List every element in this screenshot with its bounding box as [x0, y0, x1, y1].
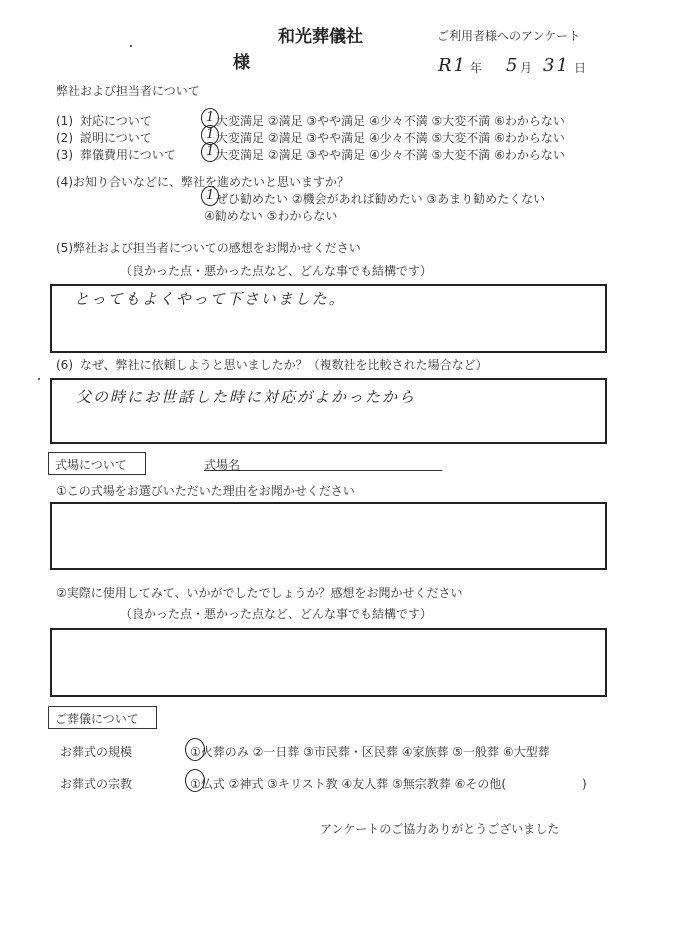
q4-marker: 1 [206, 188, 217, 203]
venue-q2: ②実際に使用してみて、いかがでしたでしょうか？感想をお聞かせください [56, 586, 463, 600]
scale-label: お葬式の規模 [60, 745, 133, 759]
speck [38, 378, 40, 380]
honorific: 様 [233, 53, 250, 73]
date-month-label: 月 [520, 61, 533, 75]
speck [130, 45, 132, 47]
q5-note: （良かった点・悪かった点など、どんな事でも結構です） [120, 264, 433, 278]
venue-q1: ①この式場をお選びいただいた理由をお聞かせください [56, 484, 355, 498]
religion-close: ) [582, 777, 587, 791]
date-era: R1 [438, 55, 468, 76]
section1-heading: 弊社および担当者について [56, 84, 200, 98]
venue-label: 式場について [48, 452, 146, 475]
survey-title: ご利用者様へのアンケート [437, 29, 581, 43]
q3-label: 葬儀費用について [80, 148, 176, 162]
venue-q2-note: （良かった点・悪かった点など、どんな事でも結構です） [120, 607, 433, 621]
q2-options: 大変満足 ②満足 ③やや満足 ④少々不満 ⑤大変不満 ⑥わからない [216, 131, 565, 145]
q2-marker: 1 [206, 127, 217, 142]
venue-q2-box[interactable] [50, 628, 607, 697]
religion-options: ①仏式 ②神式 ③キリスト教 ④友人葬 ⑤無宗教葬 ⑥その他( [190, 777, 507, 791]
q2-label: 説明について [80, 131, 152, 145]
q2-number: (2) [56, 131, 73, 145]
q5-text: (5)弊社および担当者についての感想をお聞かせください [56, 241, 361, 255]
date-year-label: 年 [470, 61, 483, 75]
venue-name-label: 式場名 [204, 458, 241, 472]
q6-text: なぜ、弊社に依頼しようと思いましたか？（複数社を比較された場合など） [80, 358, 488, 372]
q5-answer: とってもよくやって下さいました。 [74, 290, 346, 308]
thanks-message: アンケートのご協力ありがとうございました [320, 822, 560, 836]
q6-answer-box[interactable] [50, 378, 607, 444]
date-day: 31 [543, 55, 570, 76]
q1-number: (1) [56, 114, 73, 128]
q3-marker: 1 [206, 144, 217, 159]
q6-number: (6) [56, 358, 73, 372]
q4-text: (4)お知り合いなどに、弊社を進めたいと思いますか？ [56, 175, 350, 189]
q1-label: 対応について [80, 114, 152, 128]
q4-options-line1: ぜひ勧めたい ②機会があれば勧めたい ③あまり勧めたくない [216, 192, 546, 206]
venue-q1-box[interactable] [50, 502, 607, 570]
company-name: 和光葬儀社 [278, 27, 363, 47]
q1-marker: 1 [206, 110, 217, 125]
q3-number: (3) [56, 148, 73, 162]
scale-options: ①火葬のみ ②一日葬 ③市民葬・区民葬 ④家族葬 ⑤一般葬 ⑥大型葬 [190, 745, 550, 759]
date-day-label: 日 [574, 61, 587, 75]
religion-label: お葬式の宗教 [60, 777, 133, 791]
q5-answer-box[interactable] [50, 284, 607, 353]
q3-options: 大変満足 ②満足 ③やや満足 ④少々不満 ⑤大変不満 ⑥わからない [216, 148, 565, 162]
funeral-label: ご葬儀について [48, 706, 157, 729]
q4-options-line2: ④勧めない ⑤わからない [204, 209, 338, 223]
q1-options: 大変満足 ②満足 ③やや満足 ④少々不満 ⑤大変不満 ⑥わからない [216, 114, 565, 128]
date-month: 5 [506, 55, 520, 76]
q6-answer: 父の時にお世話した時に対応がよかったから [76, 388, 417, 406]
venue-name-line[interactable] [204, 470, 442, 471]
